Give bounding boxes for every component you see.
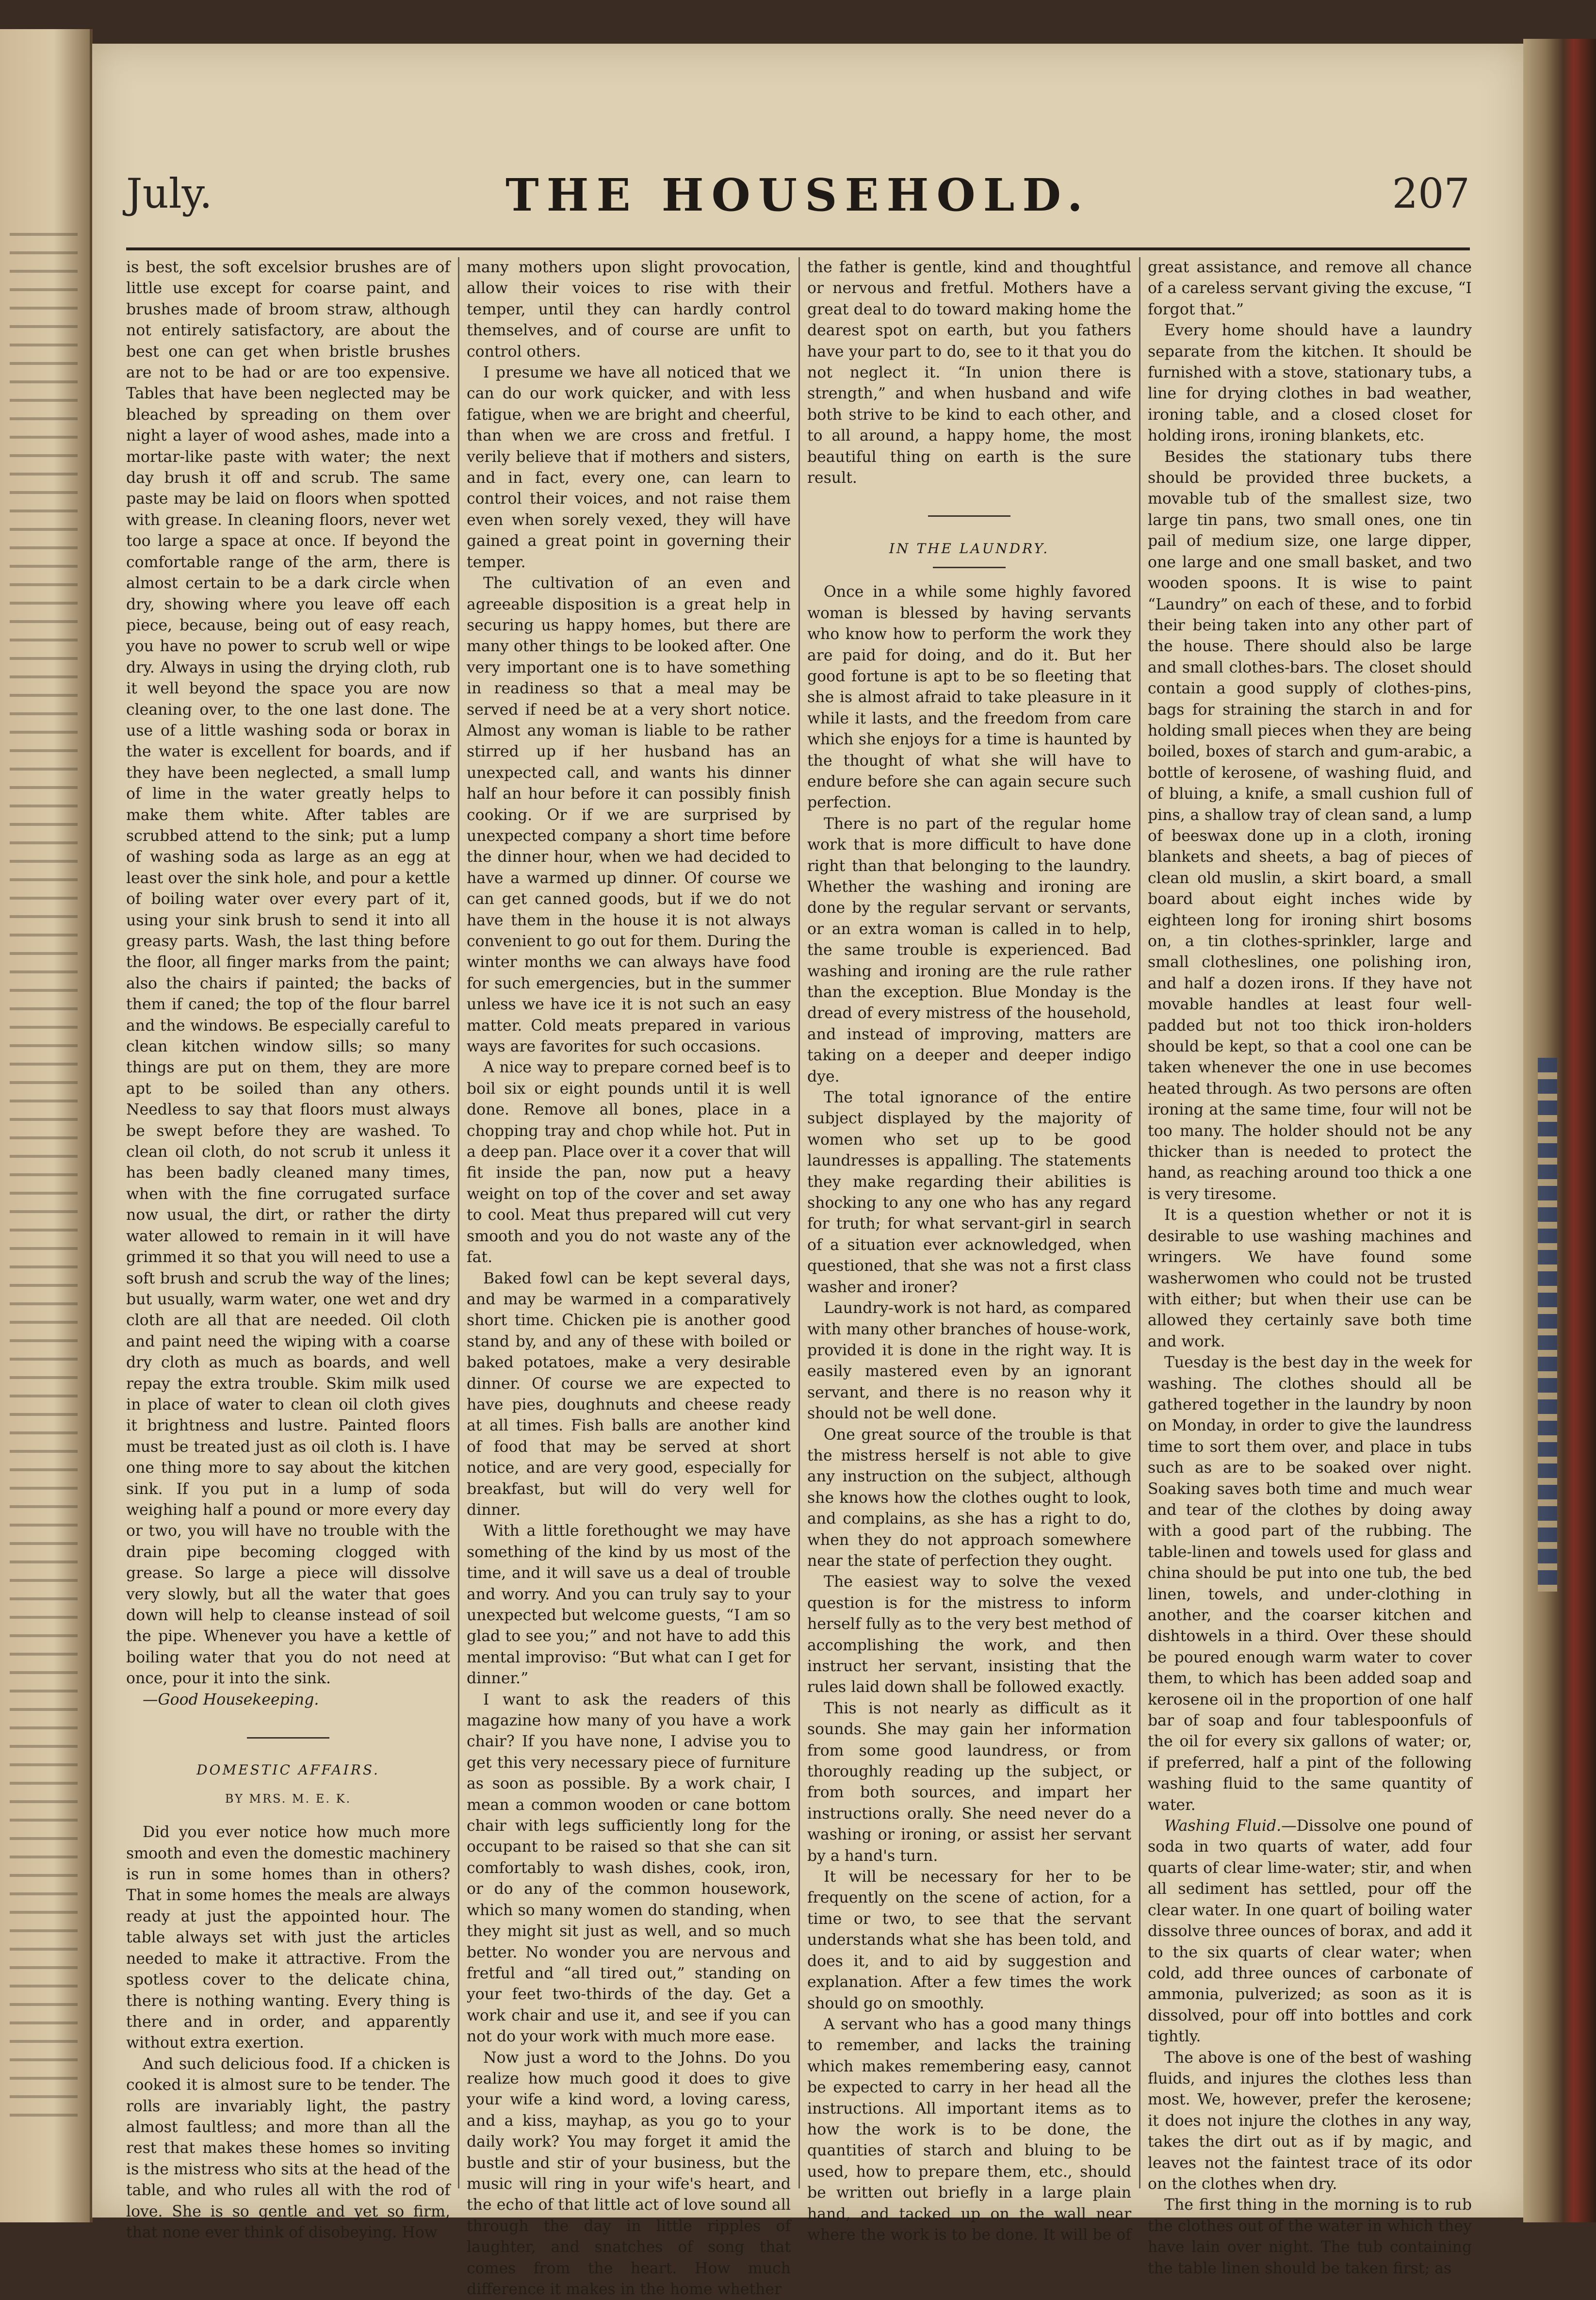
paragraph: With a little forethought we may have something of the kind by us most of the time, and it will save us a deal of trouble and worry. And you can truly say to your unexpected but welcome guests, “I am so glad to see you;” and not have to add this mental improviso: “But what can I get for dinner.” xyxy=(467,1522,791,1688)
paragraph: It is a question whether or not it is desirable to use washing machines and wringers. We have found some washerwomen who could not be trusted with either; but when their use can be allowed they certainly save both time and work. xyxy=(1148,1206,1472,1350)
column-rule xyxy=(798,257,800,2188)
column-2 xyxy=(467,257,791,2298)
running-head-month: July. xyxy=(126,170,212,217)
paragraph: Every home should have a laundry separate from the kitchen. It should be furnished with a stove, stationary tubs, a line for drying clothes in bad weather, ironing table, and a closed closet for holding irons, ironing blankets, etc. xyxy=(1148,322,1472,445)
separator-rule xyxy=(928,515,1010,517)
column-3 xyxy=(807,257,1131,2244)
paragraph: Besides the stationary tubs there should be provided three buckets, a movable tub of the smallest size, two large tin pans, two small ones, one tin pail of medium size, one large dipper, one large and one small basket, and two wooden spoons. It is wise to paint “Laundry” on each of these, and to forbid their being taken into any other part of the house. There should also be large and small clothes-bars. The closet should contain a good supply of clothes-pins, bags for straining the starch in and for holding small pieces when they are being boiled, boxes of starch and gum-arabic, a bottle of kerosene, of washing fluid, and of bluing, a knife, a small cushion full of pins, a shallow tray of clean sand, a lump of beeswax done up in a cloth, ironing blankets and sheets, a bag of pieces of clean old muslin, a skirt board, a small board about eight inches wide by eighteen long for ironing shirt bosoms on, a tin clothes-sprinkler, large and small clotheslines, one polishing iron, and half a dozen irons. If they have not movable handles at least four well-padded but not too thick iron-holders should be kept, so that a cool one can be taken whenever the one in use becomes heated through. As two persons are often ironing at the same time, four will not be too many. The holder should not be any thicker than is needed to protect the hand, as reaching around too thick a one is very tiresome. xyxy=(1148,448,1472,1203)
column-4 xyxy=(1148,257,1472,2277)
facing-page-edge xyxy=(0,29,93,2222)
paragraph: I presume we have all noticed that we can do our work quicker, and with less fatigue, when we are bright and cheerful, than when we are cross and fretful. I verily believe that if mothers and sisters, and in fact, every one, can learn to control their voices, and not raise them even when sorely vexed, they will have gained a great point in governing their temper. xyxy=(467,364,791,571)
paragraph: great assistance, and remove all chance of a careless servant giving the excuse, “I forgot that.” xyxy=(1148,259,1472,318)
book-page xyxy=(92,44,1523,2298)
article-title: IN THE LAUNDRY. xyxy=(889,540,1050,557)
paragraph: The total ignorance of the entire subject displayed by the majority of women who set up to be good laundresses is appalling. The statements they make regarding their abilities is shocking to any one who has any regard for truth; for what servant-girl in search of a situation ever acknowledged, when questioned, that she was not a first class washer and ironer? xyxy=(807,1089,1131,1296)
paragraph: And such delicious food. If a chicken is cooked it is almost sure to be tender. The rolls are invariably light, the pastry almost faultless; and more than all the rest that makes these homes so inviting is the mistress who sits at the head of the table, and who rules all with the rod of love. She is so gentle and yet so firm, that none ever think of disobeying. How xyxy=(126,2055,450,2241)
recipe-heading: Washing Fluid. xyxy=(1164,1817,1282,1835)
paragraph: Once in a while some highly favored woman is blessed by having servants who know how to perform the work they are paid for doing, and do it. But her good fortune is apt to be so fleeting that she is almost afraid to take pleasure in it while it lasts, and the freedom from care which she enjoys for a time is haunted by the thought of what she will have to endure before she can again secure such perfection. xyxy=(807,583,1131,812)
spine-stripe xyxy=(1538,1058,1557,1592)
paragraph: The above is one of the best of washing fluids, and injures the clothes less than most. We, however, prefer the kerosene; it does not injure the clothes in any way, takes the dirt out as if by magic, and leaves not the faintest trace of its odor on the clothes when dry. xyxy=(1148,2049,1472,2193)
paragraph: The first thing in the morning is to rub the clothes out of the water in which they have lain over night. The tub containing the table linen should be taken first; as xyxy=(1148,2196,1472,2277)
column-rule xyxy=(1139,257,1140,2188)
paragraph: One great source of the trouble is that the mistress herself is not able to give any instruction on the subject, although she knows how the clothes ought to look, and complains, as she has a right to do, when they do not approach somewhere near the state of perfection they ought. xyxy=(807,1426,1131,1570)
paragraph: is best, the soft excelsior brushes are of little use except for coarse paint, and brushes made of broom straw, although not entirely satisfactory, are about the best one can get when bristle brushes are not to be had or are too expensive. Tables that have been neglected may be bleached by spreading on them over night a layer of wood ashes, made into a mortar-like paste with water; the next day brush it off and scrub. The same paste may be laid on floors when spotted with grease. In cleaning floors, never wet too large a space at once. If beyond the comfortable range of the arm, there is almost certain to be a dark circle when dry, showing where you leave off each piece, because, being out of easy reach, you have no power to scrub well or wipe dry. Always in using the drying cloth, rub it well beyond the space you are now cleaning over, to the one last done. The use of a little washing soda or borax in the water is excellent for boards, and if they have been neglected, a small lump of lime in the water greatly helps to make them white. After tables are scrubbed attend to the sink; put a lump of washing soda as large as an egg at least over the sink hole, and pour a kettle of boiling water over every part of it, using your sink brush to send it into all greasy parts. Wash, the last thing before the floor, all finger marks from the paint; also the chairs if painted; the backs of them if caned; the top of the flour barrel and the windows. Be especially careful to clean kitchen window sills; so many things are put on them, they are more apt to be soiled than any others. Needless to say that floors must always be swept before they are washed. To clean oil cloth, do not scrub it unless it has been badly cleaned many times, when with the fine corrugated surface now usual, the dirt, or rather the dirty water allowed to remain in it will have grimmed it so that you will need to use a soft brush and scrub the way of the lines; but usually, warm water, one wet and dry cloth are all that are needed. Oil cloth and paint need the wiping with a coarse dry cloth as much as boards, and well repay the extra trouble. Skim milk used in place of water to clean oil cloth gives it brightness and lustre. Painted floors must be treated just as oil cloth is. I have one thing more to say about the kitchen sink. If you put in a lump of soda weighing half a pound or more every day or two, you will have no trouble with the drain pipe becoming clogged with grease. So large a piece will dissolve very slowly, but all the water that goes down will help to cleanse instead of soil the pipe. Whenever you have a kettle of boiling water that you do not need at once, pour it into the sink. xyxy=(126,259,450,1688)
paragraph: It will be necessary for her to be frequently on the scene of action, for a time or two, to see that the servant understands what she has been told, and does it, and to aid by suggestion and explanation. After a few times the work should go on smoothly. xyxy=(807,1868,1131,2012)
paragraph: The cultivation of an even and agreeable disposition is a great help in securing us happy homes, but there are many other things to be looked after. One very important one is to have something in readiness so that a meal may be served if need be at a very short notice. Almost any woman is liable to be rather stirred up if her husband has an unexpected call, and wants his dinner half an hour before it can possibly finish cooking. Or if we are surprised by unexpected company a short time before the dinner hour, when we had decided to have a warmed up dinner. Of course we can get canned goods, but if we do not have them in the house it is not always convenient to go out for them. During the winter months we can always have food for such emergencies, but in the summer unless we have ice it is not such an easy matter. Cold meats prepared in various ways are favorites for such occasions. xyxy=(467,575,791,1056)
title-underline xyxy=(933,567,1006,568)
paragraph: I want to ask the readers of this magazine how many of you have a work chair? If you have none, I advise you to get this very necessary piece of furniture as soon as possible. By a work chair, I mean a common wooden or cane bottom chair with legs sufficiently long for the occupant to be raised so that she can sit comfortably to wash dishes, cook, iron, or do any of the common housework, which so many women do standing, when they might sit just as well, and so much better. No wonder you are nervous and fretful and “all tired out,” standing on your feet two-thirds of the day. Get a work chair and use it, and see if you can not do your work with much more ease. xyxy=(467,1691,791,2046)
paragraph: A nice way to prepare corned beef is to boil six or eight pounds until it is well done. Remove all bones, place in a chopping tray and chop while hot. Put in a deep pan. Place over it a cover that will fit inside the pan, now put a heavy weight on top of the cover and set away to cool. Meat thus prepared will cut very smooth and you do not waste any of the fat. xyxy=(467,1059,791,1266)
source-credit: —Good Housekeeping. xyxy=(143,1691,319,1709)
running-head-title: THE HOUSEHOLD. xyxy=(505,169,1091,221)
paragraph: Tuesday is the best day in the week for washing. The clothes should all be gathered together in the laundry by noon on Monday, in order to give the laundress time to sort them over, and place in tubs such as are to be soaked over night. Soaking saves both time and much wear and tear of the clothes by doing away with a good part of the rubbing. The table-linen and towels used for glass and china should be put into one tub, the bed linen, towels, and under-clothing in another, and the coarser kitchen and dishtowels in a third. Over these should be poured enough warm water to cover them, to which has been added soap and kerosene oil in the proportion of one half bar of soap and four tablespoonfuls of the oil for every six gallons of water; or, if preferred, half a pint of the following washing fluid to the same quantity of water. xyxy=(1148,1354,1472,1814)
paragraph: Now just a word to the Johns. Do you realize how much good it does to give your wife a kind word, a loving caress, and a kiss, mayhap, as you go to your daily work? You may forget it amid the bustle and stir of your business, but the music will ring in your wife's heart, and the echo of that little act of love sound all through the day in little ripples of laughter, and snatches of song that comes from the heart. How much difference it makes in the home whether xyxy=(467,2049,791,2298)
paragraph: the father is gentle, kind and thoughtful or nervous and fretful. Mothers have a great deal to do toward making home the dearest spot on earth, but you fathers have your part to do, see to it that you do not neglect it. “In union there is strength,” and when husband and wife both strive to be kind to each other, and to all around, a happy home, the most beautiful thing on earth is the sure result. xyxy=(807,259,1131,487)
paragraph: Baked fowl can be kept several days, and may be warmed in a comparatively short time. Chicken pie is another good stand by, and any of these with boiled or baked potatoes, make a very desirable dinner. Of course we are expected to have pies, doughnuts and cheese ready at all times. Fish balls are another kind of food that may be served at short notice, and are very good, especially for breakfast, but will do very well for dinner. xyxy=(467,1269,791,1519)
book-spine xyxy=(1523,39,1596,2222)
section-separator xyxy=(807,505,1131,526)
page-number: 207 xyxy=(1392,170,1470,217)
article-title: DOMESTIC AFFAIRS. xyxy=(196,1762,380,1778)
paragraph: Laundry-work is not hard, as compared with many other branches of house-work, provided it is done in the right way. It is easily mastered even by an ignorant servant, and there is no reason why it should not be well done. xyxy=(807,1299,1131,1423)
recipe-text: —Dissolve one pound of soda in two quarts of water, add four quarts of clear lime-water; stir, and when all sediment has settled, pour off the clear water. In one quart of boiling water dissolve three ounces of borax, and add it to the six quarts of clear water; when cold, add three ounces of carbonate of ammonia, pulverized; as soon as it is dissolved, pour off into bottles and cork tightly. xyxy=(1148,1817,1472,2046)
column-1 xyxy=(126,257,450,2241)
running-head xyxy=(126,165,1470,233)
column-rule xyxy=(458,257,459,2188)
header-rule xyxy=(126,247,1470,250)
separator-rule xyxy=(247,1737,329,1739)
paragraph xyxy=(1148,1816,1472,2047)
paragraph: Did you ever notice how much more smooth and even the domestic machinery is run in some homes than in others? That in some homes the meals are always ready at just the appointed hour. The table always set with just the articles needed to make it attractive. From the spotless cover to the delicate china, there is nothing wanting. Every thing is there and in order, and apparently without extra exertion. xyxy=(126,1824,450,2052)
paragraph: The easiest way to solve the vexed question is for the mistress to inform herself fully as to the very best method of accomplishing the work, and then instruct her servant, insisting that the rules laid down shall be followed exactly. xyxy=(807,1573,1131,1696)
paragraph: There is no part of the regular home work that is more difficult to have done right than that belonging to the laundry. Whether the washing and ironing are done by the regular servant or servants, or an extra woman is called in to help, the same trouble is experienced. Bad washing and ironing are the rule rather than the exception. Blue Monday is the dread of every mistress of the household, and instead of improving, matters are taking on a deeper and deeper indigo dye. xyxy=(807,815,1131,1085)
article-byline: BY MRS. M. E. K. xyxy=(225,1791,352,1806)
paragraph: This is not nearly as difficult as it sounds. She may gain her information from some good laundress, or from thoroughly reading up the subject, or from both sources, and impart her instructions orally. She need never do a washing or ironing, or assist her servant by a hand's turn. xyxy=(807,1699,1131,1865)
paragraph: A servant who has a good many things to remember, and lacks the training which makes remembering easy, cannot be expected to carry in her head all the instructions. All important items as to how the work is to be done, the quantities of starch and bluing to be used, how to prepare them, etc., should be written out briefly in a large plain hand, and tacked up on the wall near where the work is to be done. It will be of xyxy=(807,2015,1131,2244)
paragraph: many mothers upon slight provocation, allow their voices to rise with their temper, until they can hardly control themselves, and of course are unfit to control others. xyxy=(467,259,791,361)
facing-page-text-texture xyxy=(10,233,78,2125)
section-separator xyxy=(126,1727,450,1748)
